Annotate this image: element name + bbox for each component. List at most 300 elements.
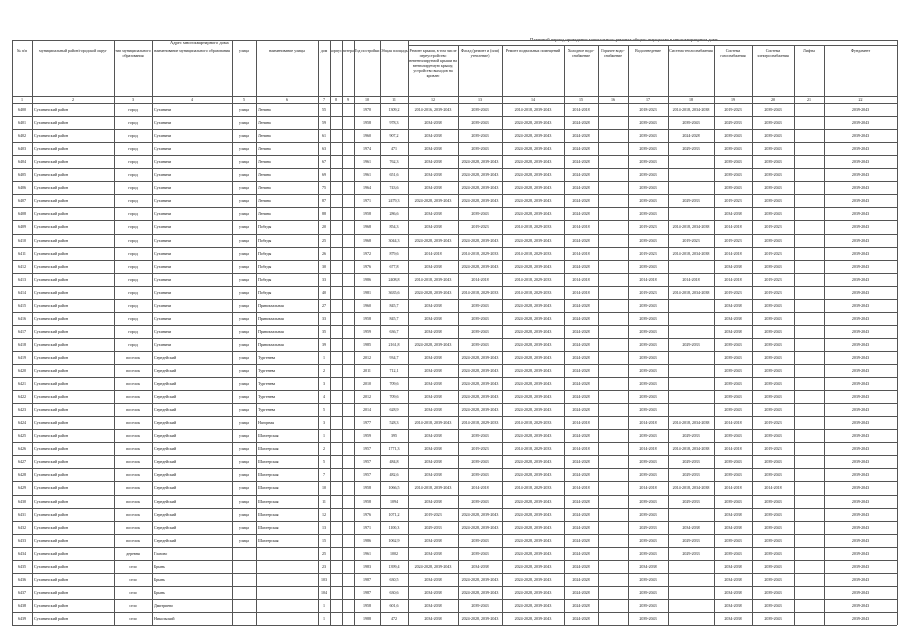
table-cell: 2014-2018, 2034-2038	[672, 446, 710, 452]
column-number: 14	[531, 97, 535, 102]
table-cell	[668, 207, 714, 220]
table-cell	[794, 103, 824, 116]
table-cell: 6424	[18, 420, 26, 426]
grid-line	[714, 45, 715, 625]
table-cell: 2039-2043	[851, 302, 870, 308]
table-cell: Середейский	[154, 472, 177, 478]
table-cell: 2018-2023	[639, 107, 657, 112]
table-cell: 2034-2038	[724, 615, 742, 621]
table-cell: 2039-2043	[851, 146, 870, 152]
table-cell: 2039-2043	[639, 198, 657, 204]
table-cell: улица	[239, 394, 249, 400]
table-cell: 2024-2028, 2039-2043	[461, 615, 499, 621]
table-cell	[668, 390, 714, 403]
table-cell: 2034-2038	[724, 302, 742, 308]
table-cell: 2039-2043	[764, 563, 782, 569]
table-cell	[232, 599, 256, 612]
table-cell: Сухиничский район	[34, 172, 69, 178]
table-cell: 2039-2043	[764, 472, 782, 478]
column-number: 9	[347, 97, 349, 102]
table-cell: Сухиничи	[154, 172, 172, 178]
table-cell: 2039-2043	[764, 198, 782, 204]
table-cell: 2039-2043	[851, 446, 870, 452]
table-cell: 6416	[18, 315, 26, 321]
table-cell: 6418	[18, 341, 26, 347]
table-cell	[232, 612, 256, 625]
table-cell: 677,8	[389, 263, 399, 269]
table-cell: Сухиничский район	[34, 381, 69, 387]
table-cell: 636,7	[389, 328, 399, 334]
table-row	[0, 416, 905, 429]
table-cell: 2019-2023	[471, 224, 489, 230]
table-cell: 11	[322, 498, 326, 504]
table-cell: 2024-2028, 2039-2043	[414, 237, 452, 243]
table-cell: поселок	[126, 354, 140, 360]
grid-line	[232, 40, 233, 625]
table-cell: улица	[239, 341, 249, 347]
table-cell: 2039-2043	[764, 381, 782, 387]
table-cell: 1771,3	[388, 446, 400, 452]
table-cell	[794, 521, 824, 534]
grid-line	[12, 194, 897, 195]
table-cell: Ленина	[258, 133, 271, 139]
table-cell: 2039-2043	[764, 407, 782, 413]
table-cell: 2024-2028, 2039-2043	[514, 120, 552, 126]
table-cell: 2034-2038	[424, 459, 442, 465]
table-cell: 2019-2023	[639, 289, 657, 295]
grid-line	[12, 155, 897, 156]
table-cell: 2014-2018, 2034-2038	[672, 250, 710, 256]
table-cell: 6414	[18, 289, 26, 295]
column-header: Холодное водо-снабжение	[567, 48, 595, 58]
table-cell: 2039-2043	[471, 472, 489, 478]
grid-line	[12, 455, 897, 456]
table-cell: 2034-2038	[424, 120, 442, 126]
table-cell: 2039-2043	[639, 133, 657, 139]
table-cell	[794, 312, 824, 325]
table-cell: улица	[239, 185, 249, 191]
table-cell: Сухиничи	[154, 159, 172, 165]
table-row	[0, 338, 905, 351]
grid-line	[12, 377, 897, 378]
table-cell: 2039-2043	[639, 146, 657, 152]
table-cell: 2019-2023	[724, 289, 742, 295]
column-number: 6	[286, 97, 288, 102]
grid-line	[12, 234, 897, 235]
column-header: Ремонт подвальных помещений	[505, 48, 561, 53]
grid-line	[794, 45, 795, 625]
table-cell: город	[128, 302, 138, 308]
table-cell: 2039-2043	[471, 537, 489, 543]
table-cell: Сухиничский район	[34, 354, 69, 360]
table-cell: 2039-2043	[851, 315, 870, 321]
table-cell: 1961	[363, 159, 371, 165]
table-cell: 6423	[18, 407, 26, 413]
column-number: 20	[771, 97, 775, 102]
table-cell: 1957	[363, 446, 371, 452]
table-cell: 75	[322, 185, 326, 191]
table-cell: 630,5	[389, 576, 399, 582]
table-cell: 103	[321, 576, 327, 582]
table-cell: 2024-2028	[572, 211, 590, 217]
table-cell: 2039-2043	[682, 120, 700, 126]
table-row	[0, 599, 905, 612]
table-cell	[794, 116, 824, 129]
table-cell: 2039-2043	[471, 146, 489, 152]
table-cell	[794, 508, 824, 521]
table-cell	[256, 599, 318, 612]
table-cell: 13	[322, 524, 326, 530]
table-row	[0, 351, 905, 364]
table-cell: 2039-2043	[724, 341, 742, 347]
table-cell: 2012	[363, 354, 371, 360]
grid-line	[12, 286, 897, 287]
column-number: 11	[392, 97, 396, 102]
table-cell: 2024-2028, 2039-2043	[461, 394, 499, 400]
table-cell: 2034-2038	[724, 589, 742, 595]
table-cell: 2039-2043	[851, 472, 870, 478]
table-cell: 2039-2043	[639, 315, 657, 321]
table-cell: 628,9	[389, 407, 399, 413]
table-cell: 2024-2028, 2039-2043	[514, 511, 552, 517]
table-cell: поселок	[126, 472, 140, 478]
table-cell: 6407	[18, 198, 26, 204]
table-cell: 2039-2043	[639, 498, 657, 504]
table-cell: поселок	[126, 407, 140, 413]
table-cell	[256, 612, 318, 625]
table-cell: Дмитриево	[154, 602, 173, 608]
table-cell: 2014-2018, 2029-2033	[514, 250, 552, 256]
table-cell: 2039-2043	[851, 224, 870, 230]
table-cell: 2024-2028, 2039-2043	[514, 211, 552, 217]
table-cell: Шахтерская	[258, 498, 279, 504]
table-cell: Сухиничский район	[34, 368, 69, 373]
table-cell: 2039-2043	[724, 407, 742, 413]
table-cell: 2039-2043	[764, 602, 782, 608]
table-cell: 879,6	[389, 250, 399, 256]
table-cell	[794, 468, 824, 481]
table-cell	[794, 612, 824, 625]
table-cell: 1986	[363, 276, 371, 282]
table-cell: 63	[322, 146, 326, 152]
table-cell: город	[128, 159, 138, 165]
table-cell: 2024-2028, 2039-2043	[461, 185, 499, 191]
grid-line	[12, 312, 897, 313]
table-cell: 2039-2043	[639, 211, 657, 217]
table-cell: 2024-2028	[572, 524, 590, 530]
table-cell: Победы	[258, 224, 272, 230]
table-cell: 2039-2043	[639, 459, 657, 465]
column-number: 5	[243, 97, 245, 102]
table-cell: 35	[322, 328, 326, 334]
table-cell: 709,6	[389, 394, 399, 400]
table-row	[0, 286, 905, 299]
table-cell: 2039-2043	[639, 589, 657, 595]
table-cell: Середейский	[154, 446, 177, 452]
table-cell: улица	[239, 237, 249, 243]
table-cell: 6438	[18, 602, 26, 608]
table-cell: 2039-2043	[851, 211, 870, 217]
table-cell: 2039-2043	[764, 459, 782, 465]
grid-line	[12, 103, 897, 104]
table-cell: 6419	[18, 354, 26, 360]
table-cell: Сухиничский район	[34, 615, 69, 621]
table-cell: 2039-2043	[639, 511, 657, 517]
table-cell: 2034-2038	[424, 224, 442, 230]
table-cell: 1983	[363, 563, 371, 569]
table-cell: 2039-2043	[764, 354, 782, 360]
table-cell: 2034-2038	[724, 576, 742, 582]
column-number: 1	[21, 97, 23, 102]
table-cell: поселок	[126, 433, 140, 439]
grid-line	[12, 168, 897, 169]
table-cell: 87	[322, 198, 326, 204]
table-cell: поселок	[126, 446, 140, 452]
table-cell: 67	[322, 159, 326, 165]
table-cell: 2039-2043	[639, 602, 657, 608]
table-cell: 2039-2043	[851, 120, 870, 126]
table-cell: 2039-2043	[471, 107, 489, 112]
table-cell: 1960	[363, 302, 371, 308]
column-header: наименование улицы	[269, 48, 305, 53]
table-row	[0, 403, 905, 416]
table-cell: 2024-2028, 2039-2043	[514, 394, 552, 400]
table-cell: город	[128, 198, 138, 204]
table-cell: улица	[239, 446, 249, 452]
table-cell	[794, 325, 824, 338]
table-cell: 482,6	[389, 472, 399, 478]
table-cell: 2039-2043	[471, 498, 489, 504]
table-cell	[668, 586, 714, 599]
table-cell: 6415	[18, 302, 26, 308]
table-cell: 2024-2028, 2039-2043	[461, 576, 499, 582]
column-header: Ремонт крыши, в том числе переустройство невентилируемой крыши на вентилируемую крышу, устройство выходов на кровлю	[409, 48, 457, 78]
table-cell: Сухиничский район	[34, 315, 69, 321]
column-header: наименование муниципального образования	[154, 48, 230, 53]
table-cell: 6413	[18, 276, 26, 282]
table-cell: Привокзальная	[258, 341, 284, 347]
table-cell	[794, 403, 824, 416]
table-cell: 2034-2038	[424, 433, 442, 439]
table-cell: 1976	[363, 511, 371, 517]
table-cell: 2039-2043	[764, 315, 782, 321]
table-cell: 2024-2028, 2039-2043	[514, 524, 552, 530]
table-cell: 2039-2043	[724, 368, 742, 373]
table-row	[0, 207, 905, 220]
table-cell: 2024-2028, 2039-2043	[514, 550, 552, 556]
table-cell: 2034-2038	[724, 315, 742, 321]
table-cell: 2024-2028	[572, 172, 590, 178]
table-cell: Победы	[258, 289, 272, 295]
table-cell: 27	[322, 302, 326, 308]
column-header: Система теплоснабжения	[669, 48, 713, 53]
table-cell: 55	[322, 107, 326, 112]
grid-line	[12, 481, 897, 482]
grid-line	[12, 142, 897, 143]
table-cell: 1309,2	[388, 107, 400, 112]
table-cell: 2039-2043	[724, 146, 742, 152]
table-cell: 2014-2018	[572, 446, 590, 452]
table-cell: 2039-2043	[851, 563, 870, 569]
column-number: 4	[191, 97, 193, 102]
grid-line	[12, 207, 897, 208]
table-cell: 845,7	[389, 315, 399, 321]
table-cell: 2039-2043	[764, 394, 782, 400]
table-cell: 2029-2033	[682, 459, 700, 465]
table-cell: 2039-2043	[851, 602, 870, 608]
table-cell: 743,6	[389, 185, 399, 191]
grid-line	[752, 45, 753, 625]
table-cell: 5	[323, 459, 325, 465]
table-cell: 6406	[18, 185, 26, 191]
table-cell: 2014-2018, 2029-2033	[514, 289, 552, 295]
table-cell: Сухиничский район	[34, 289, 69, 295]
table-cell: город	[128, 185, 138, 191]
table-cell: 2039-2043	[471, 133, 489, 139]
table-cell: Сухиничский район	[34, 276, 69, 282]
table-cell: 2024-2028	[572, 407, 590, 413]
grid-line	[12, 390, 897, 391]
table-cell	[794, 534, 824, 547]
table-cell: Сухиничский район	[34, 302, 69, 308]
table-cell: город	[128, 146, 138, 152]
table-cell: 2039-2043	[851, 107, 870, 112]
table-cell: улица	[239, 420, 249, 426]
table-cell: 2039-2043	[851, 537, 870, 543]
table-cell: 2039-2043	[471, 120, 489, 126]
table-cell: 1071,2	[388, 511, 400, 517]
table-cell: Сухиничский район	[34, 133, 69, 139]
table-cell: 2024-2028, 2039-2043	[414, 289, 452, 295]
table-cell: 2039-2043	[851, 368, 870, 373]
table-cell: Сухиничский район	[34, 263, 69, 269]
column-header: № п/п	[16, 48, 28, 53]
table-cell: 2024-2028	[572, 133, 590, 139]
table-cell: 2024-2028	[572, 498, 590, 504]
table-cell: 709,6	[389, 381, 399, 387]
table-cell: 2014-2018	[764, 485, 782, 491]
table-cell: Середейский	[154, 420, 177, 426]
table-cell	[794, 220, 824, 233]
table-cell: 6403	[18, 146, 26, 152]
table-cell: Сухиничский район	[34, 602, 69, 608]
table-cell: 5	[323, 407, 325, 413]
table-cell: 2029-2033	[682, 198, 700, 204]
table-cell: 1958	[363, 498, 371, 504]
table-cell: 2014-2018, 2039-2043	[514, 107, 552, 112]
table-cell	[794, 338, 824, 351]
table-cell: 6439	[18, 615, 26, 621]
table-cell: 2039-2043	[639, 550, 657, 556]
table-cell: 6417	[18, 328, 26, 334]
table-cell: 2024-2028, 2039-2043	[514, 159, 552, 165]
table-cell: Сухиничский район	[34, 511, 69, 517]
table-row	[0, 573, 905, 586]
table-cell: 2024-2028, 2039-2043	[461, 237, 499, 243]
table-cell: 2024-2028	[572, 328, 590, 334]
table-row	[0, 168, 905, 181]
column-header: Водоотведение	[635, 48, 661, 53]
table-cell: 2039-2043	[639, 394, 657, 400]
table-cell: 2034-2038	[424, 315, 442, 321]
table-cell: город	[128, 133, 138, 139]
table-cell: 2024-2028	[572, 341, 590, 347]
table-cell: 6437	[18, 589, 26, 595]
table-cell: 33	[322, 315, 326, 321]
table-cell: Брынь	[154, 576, 165, 582]
table-row	[0, 364, 905, 377]
table-cell	[794, 364, 824, 377]
table-row	[0, 455, 905, 468]
table-cell: поселок	[126, 524, 140, 530]
table-cell: 6436	[18, 576, 26, 582]
table-cell: 2034-2038	[471, 563, 489, 569]
table-cell: 2024-2028	[572, 315, 590, 321]
grid-line	[12, 260, 897, 261]
table-cell: улица	[239, 159, 249, 165]
table-cell: 472	[391, 615, 397, 621]
table-cell: 2039-2043	[764, 107, 782, 112]
table-cell: 2024-2028	[572, 615, 590, 621]
table-cell: 6429	[18, 485, 26, 491]
table-cell: 2014	[363, 407, 371, 413]
grid-line	[354, 40, 355, 625]
table-cell: поселок	[126, 420, 140, 426]
table-cell: Тургенева	[258, 407, 276, 413]
table-cell: 2014-2018	[639, 420, 657, 426]
table-cell: 2039-2043	[764, 537, 782, 543]
table-cell: 2014-2018	[471, 276, 489, 282]
grid-line	[12, 220, 897, 221]
table-cell: Сухиничский район	[34, 120, 69, 126]
table-cell: улица	[239, 407, 249, 413]
table-cell	[668, 351, 714, 364]
table-cell: 2024-2028, 2039-2043	[514, 302, 552, 308]
table-cell: 2034-2038	[424, 381, 442, 387]
column-header: тип муниципального образования	[115, 48, 151, 58]
table-cell: город	[128, 263, 138, 269]
table-cell: 2029-2033	[682, 341, 700, 347]
table-cell: 2024-2028, 2039-2043	[514, 472, 552, 478]
table-cell: 2019-2023	[724, 107, 742, 112]
table-cell: 2024-2028	[572, 263, 590, 269]
table-cell: 2029-2033	[682, 537, 700, 543]
table-cell: 2019-2023	[682, 237, 700, 243]
table-cell: 2039-2043	[724, 459, 742, 465]
table-cell: Сухиничский район	[34, 433, 69, 439]
table-cell: 2034-2038	[424, 185, 442, 191]
grid-line	[12, 442, 897, 443]
grid-line	[12, 325, 897, 326]
table-cell: поселок	[126, 511, 140, 517]
table-cell: 6430	[18, 498, 26, 504]
table-cell: 2024-2028, 2039-2043	[514, 407, 552, 413]
table-cell: 2161,8	[388, 341, 400, 347]
table-cell: 2039-2043	[639, 341, 657, 347]
table-cell: Брынь	[154, 563, 165, 569]
table-cell: 2014-2018	[572, 250, 590, 256]
table-cell: 2024-2028, 2039-2043	[461, 172, 499, 178]
table-cell	[794, 599, 824, 612]
table-cell: 2024-2028, 2039-2043	[461, 354, 499, 360]
table-cell: 20	[322, 224, 326, 230]
table-cell	[668, 599, 714, 612]
table-cell: 2024-2028, 2039-2043	[414, 198, 452, 204]
table-cell: село	[129, 563, 137, 569]
table-cell: 6404	[18, 159, 26, 165]
table-cell: 2039-2043	[639, 472, 657, 478]
grid-line	[12, 534, 897, 535]
